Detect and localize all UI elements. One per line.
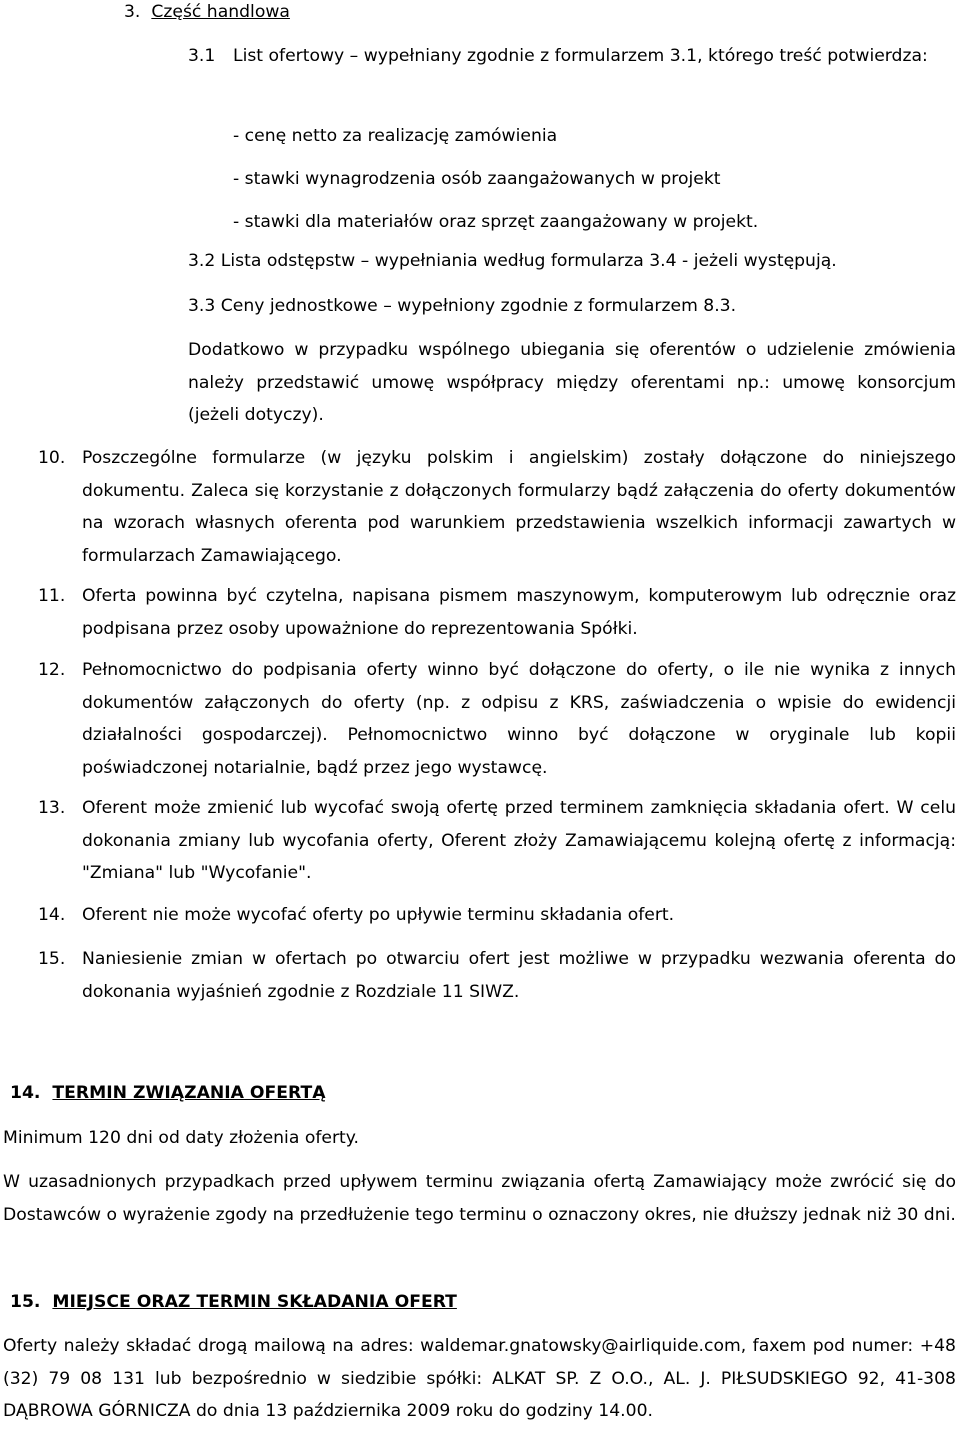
item-13-text: Oferent może zmienić lub wycofać swoją ofertę przed terminem zamknięcia składania ofert. W celu dokonania zmiany lub wycofania oferty, Oferent złoży Zamawiającemu kolejną ofertę z informacją: "Zmiana" lub "Wycofanie". bbox=[82, 798, 956, 883]
section-3-title: Część handlowa bbox=[151, 2, 290, 22]
item-12-text: Pełnomocnictwo do podpisania oferty winno być dołączone do oferty, o ile nie wynika z innych dokumentów załączonych do oferty (np. z odpisu z KRS, zaświadczenia o wpisie do ewidencji działalności gospodarczej). Pełnomocnictwo winno być dołączone w oryginale lub kopii poświadczonej notarialnie, bądź przez jego wystawcę. bbox=[82, 660, 956, 778]
section-15-title: MIEJSCE ORAZ TERMIN SKŁADANIA OFERT bbox=[52, 1292, 457, 1312]
bullet-item: - cenę netto za realizację zamówienia bbox=[233, 126, 558, 146]
item-15-number: 15. bbox=[38, 949, 66, 969]
section-15-number: 15. bbox=[10, 1292, 41, 1312]
price-bullet-list bbox=[233, 115, 933, 244]
item-11-text: Oferta powinna być czytelna, napisana pismem maszynowym, komputerowym lub odręcznie oraz podpisana przez osoby upoważnione do reprezentowania Spółki. bbox=[82, 586, 956, 639]
section-15-paragraph-1: Oferty należy składać drogą mailową na adres: waldemar.gnatowsky@airliquide.com, faxem pod numer: +48 (32) 79 08 131 lub bezpośrednio w siedzibie spółki: ALKAT SP. Z O.O., AL. J. PIŁSUDSKIEGO 92, 41-308 DĄBROWA GÓRNICZA do dnia 13 października 2009 roku do godziny 14.00. bbox=[3, 1336, 956, 1421]
section-3-number: 3. bbox=[124, 2, 141, 22]
section-14-number: 14. bbox=[10, 1083, 41, 1103]
item-10-text: Poszczególne formularze (w języku polskim i angielskim) zostały dołączone do niniejszego dokumentu. Zaleca się korzystanie z dołączonych formularzy bądź załączenia do oferty dokumentów na wzorach własnych oferenta pod warunkiem przedstawienia wszelkich informacji zawartych w formularzach Zamawiającego. bbox=[82, 448, 956, 566]
section-14-paragraph-1: Minimum 120 dni od daty złożenia oferty. bbox=[3, 1128, 359, 1148]
item-14-text: Oferent nie może wycofać oferty po upływie terminu składania ofert. bbox=[82, 905, 675, 925]
subsection-3-1-label: 3.1 bbox=[188, 46, 216, 66]
subsection-3-2: 3.2 Lista odstępstw – wypełniania według formularza 3.4 - jeżeli występują. bbox=[188, 251, 837, 271]
subsection-3-3: 3.3 Ceny jednostkowe – wypełniony zgodnie z formularzem 8.3. bbox=[188, 296, 737, 316]
item-10-number: 10. bbox=[38, 448, 66, 468]
section-14-heading bbox=[10, 1077, 326, 1110]
item-11-number: 11. bbox=[38, 586, 66, 606]
item-15-text: Naniesienie zmian w ofertach po otwarciu ofert jest możliwe w przypadku wezwania oferenta do dokonania wyjaśnień zgodnie z Rozdziale 11 SIWZ. bbox=[82, 949, 956, 1002]
item-14-number: 14. bbox=[38, 905, 66, 925]
consortium-note: Dodatkowo w przypadku wspólnego ubiegania się oferentów o udzielenie zmówienia należy przedstawić umowę współpracy między oferentami np.: umowę konsorcjum (jeżeli dotyczy). bbox=[188, 340, 956, 425]
bullet-item: - stawki dla materiałów oraz sprzęt zaangażowany w projekt. bbox=[233, 212, 759, 232]
item-12-number: 12. bbox=[38, 660, 66, 680]
section-15-heading bbox=[10, 1286, 457, 1319]
bullet-item: - stawki wynagrodzenia osób zaangażowanych w projekt bbox=[233, 169, 721, 189]
item-13-number: 13. bbox=[38, 798, 66, 818]
section-3-heading bbox=[124, 0, 424, 29]
section-14-title: TERMIN ZWIĄZANIA OFERTĄ bbox=[52, 1083, 326, 1103]
subsection-3-1-text: List ofertowy – wypełniany zgodnie z formularzem 3.1, którego treść potwierdza: bbox=[233, 46, 928, 66]
section-14-paragraph-2: W uzasadnionych przypadkach przed upływem terminu związania ofertą Zamawiający może zwrócić się do Dostawców o wyrażenie zgody na przedłużenie tego terminu o oznaczony okres, nie dłuższy jednak niż 30 dni. bbox=[3, 1172, 956, 1225]
